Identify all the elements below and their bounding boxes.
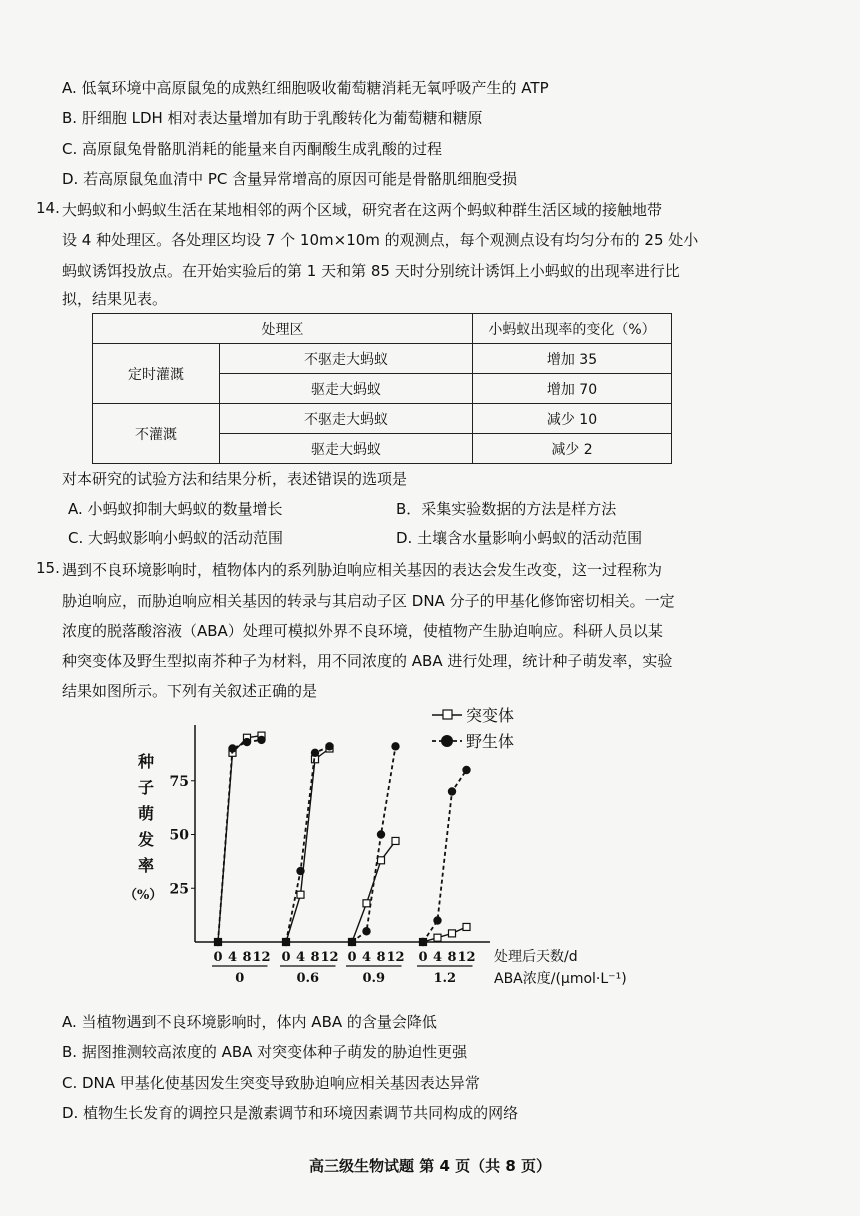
- table-cell-treatment: 不驱走大蚂蚁: [220, 344, 473, 374]
- series-line: [352, 746, 396, 942]
- legend-label-wild: 野生体: [466, 732, 515, 751]
- data-point-square: [378, 857, 385, 864]
- table-group-label: 定时灌溉: [93, 344, 220, 404]
- q13-option-a: A. 低氧环境中高原鼠兔的成熟红细胞吸收葡萄糖消耗无氧呼吸产生的 ATP: [62, 79, 549, 97]
- data-point-circle: [348, 938, 356, 946]
- table-cell-value: 增加 35: [473, 344, 672, 374]
- x-tick-label: 8: [242, 950, 252, 965]
- legend-marker-square: [443, 710, 452, 719]
- data-point-circle: [228, 744, 236, 752]
- q15-stem-line-2: 胁迫响应，而胁迫响应相关基因的转录与其启动子区 DNA 分子的甲基化修饰密切相关。一定: [62, 592, 675, 610]
- q14-option-b: B．采集实验数据的方法是样方法: [396, 500, 617, 518]
- x-tick-label: 12: [320, 950, 339, 965]
- x-tick-label: 8: [310, 950, 320, 965]
- data-point-circle: [214, 938, 222, 946]
- x-tick-label: 0: [281, 950, 291, 965]
- x-tick-label: 0: [418, 950, 428, 965]
- q15-number: 15.: [36, 559, 60, 577]
- y-tick-label: 75: [169, 773, 189, 790]
- y-tick-label: 25: [169, 881, 189, 898]
- x-tick-label: 0: [213, 950, 223, 965]
- data-point-circle: [282, 938, 290, 946]
- q15-stem-line-3: 浓度的脱落酸溶液（ABA）处理可模拟外界不良环境，使植物产生胁迫响应。科研人员以某: [62, 622, 663, 640]
- q14-stem-line-3: 蚂蚁诱饵投放点。在开始实验后的第 1 天和第 85 天时分别统计诱饵上小蚂蚁的出现率进行比: [62, 262, 680, 280]
- data-point-circle: [243, 738, 251, 746]
- q14-stem-line-1: 大蚂蚁和小蚂蚁生活在某地相邻的两个区域，研究者在这两个蚂蚁种群生活区域的接触地带: [62, 201, 663, 219]
- q14-option-c: C. 大蚂蚁影响小蚂蚁的活动范围: [68, 529, 284, 547]
- q15-option-d: D. 植物生长发育的调控只是激素调节和环境因素调节共同构成的网络: [62, 1104, 519, 1122]
- data-point-circle: [296, 867, 304, 875]
- q15-stem-line-1: 遇到不良环境影响时，植物体内的系列胁迫响应相关基因的表达会发生改变，这一过程称为: [62, 561, 663, 579]
- y-label-unit: （%）: [124, 888, 163, 903]
- q14-stem-line-4: 拟，结果见表。: [62, 290, 168, 308]
- q13-option-d: D. 若高原鼠兔血清中 PC 含量异常增高的原因可能是骨骼肌细胞受损: [62, 170, 518, 188]
- data-point-circle: [462, 766, 470, 774]
- data-point-circle: [433, 916, 441, 924]
- data-point-square: [434, 934, 441, 941]
- x-tick-label: 12: [386, 950, 405, 965]
- table-group-label: 不灌溉: [93, 404, 220, 464]
- q13-option-b: B. 肝细胞 LDH 相对表达量增加有助于乳酸转化为葡萄糖和糖原: [62, 109, 483, 127]
- x-tick-label: 4: [432, 950, 443, 965]
- table-cell-treatment: 驱走大蚂蚁: [220, 434, 473, 464]
- x-tick-label: 12: [252, 950, 271, 965]
- legend-label-mutant: 突变体: [466, 706, 515, 725]
- series-line: [286, 746, 330, 942]
- x-axis-label: 处理后天数/d: [494, 949, 578, 965]
- table-header-row: [93, 314, 672, 344]
- q15-option-c: C. DNA 甲基化使基因发生突变导致胁迫响应相关基因表达异常: [62, 1074, 480, 1092]
- table-row: [93, 404, 672, 434]
- group-label: 0.6: [296, 971, 320, 986]
- q14-number: 14.: [36, 199, 60, 217]
- data-point-square: [297, 891, 304, 898]
- x-group-axis-label: ABA浓度/(μmol·L⁻¹): [494, 971, 627, 987]
- x-tick-label: 4: [227, 950, 238, 965]
- q15-option-a: A. 当植物遇到不良环境影响时，体内 ABA 的含量会降低: [62, 1013, 437, 1031]
- group-label: 0: [235, 971, 245, 986]
- q14-prompt: 对本研究的试验方法和结果分析，表述错误的选项是: [62, 470, 408, 488]
- q14-option-a: A. 小蚂蚁抑制大蚂蚁的数量增长: [68, 500, 283, 518]
- q15-stem-line-5: 结果如图所示。下列有关叙述正确的是: [62, 682, 318, 700]
- data-point-square: [363, 900, 370, 907]
- data-point-circle: [391, 742, 399, 750]
- data-point-circle: [362, 927, 370, 935]
- series-line: [218, 736, 262, 942]
- data-point-square: [392, 837, 399, 844]
- q14-option-d: D. 土壤含水量影响小蚂蚁的活动范围: [396, 529, 643, 547]
- data-point-circle: [377, 830, 385, 838]
- y-label-char: 种: [138, 752, 155, 771]
- data-point-circle: [325, 742, 333, 750]
- table-cell-treatment: 驱走大蚂蚁: [220, 374, 473, 404]
- data-point-square: [449, 930, 456, 937]
- data-point-circle: [257, 736, 265, 744]
- series-line: [423, 770, 467, 942]
- legend-marker-circle: [441, 735, 453, 747]
- series-line: [352, 841, 396, 942]
- data-point-circle: [448, 787, 456, 795]
- x-tick-label: 4: [361, 950, 372, 965]
- y-tick-label: 50: [169, 827, 189, 844]
- table-cell-treatment: 不驱走大蚂蚁: [220, 404, 473, 434]
- group-label: 0.9: [362, 971, 386, 986]
- q13-option-c: C. 高原鼠兔骨骼肌消耗的能量来自丙酮酸生成乳酸的过程: [62, 140, 443, 158]
- data-point-square: [463, 923, 470, 930]
- table-cell-value: 减少 10: [473, 404, 672, 434]
- q14-table: [92, 313, 672, 464]
- y-label-char: 发: [138, 830, 155, 849]
- table-cell-value: 减少 2: [473, 434, 672, 464]
- table-header-zone: 处理区: [93, 314, 473, 344]
- series-line: [218, 740, 262, 942]
- y-label-char: 萌: [138, 804, 155, 823]
- table-header-change: 小蚂蚁出现率的变化（%）: [473, 314, 672, 344]
- group-label: 1.2: [433, 971, 457, 986]
- q15-stem-line-4: 种突变体及野生型拟南芥种子为材料，用不同浓度的 ABA 进行处理，统计种子萌发率，实验: [62, 652, 673, 670]
- x-tick-label: 12: [457, 950, 476, 965]
- germination-chart: [120, 705, 700, 990]
- data-point-circle: [419, 938, 427, 946]
- y-label-char: 率: [138, 856, 155, 875]
- x-tick-label: 4: [295, 950, 306, 965]
- page-footer: 高三级生物试题 第 4 页（共 8 页）: [309, 1157, 551, 1175]
- y-label-char: 子: [138, 778, 155, 797]
- x-tick-label: 0: [347, 950, 357, 965]
- data-point-circle: [311, 749, 319, 757]
- table-cell-value: 增加 70: [473, 374, 672, 404]
- table-row: [93, 344, 672, 374]
- x-tick-label: 8: [376, 950, 386, 965]
- series-line: [423, 927, 467, 942]
- q15-option-b: B. 据图推测较高浓度的 ABA 对突变体种子萌发的胁迫性更强: [62, 1043, 468, 1061]
- q14-stem-line-2: 设 4 种处理区。各处理区均设 7 个 10m×10m 的观测点，每个观测点设有均匀分布的 25 处小: [62, 231, 699, 249]
- x-tick-label: 8: [447, 950, 457, 965]
